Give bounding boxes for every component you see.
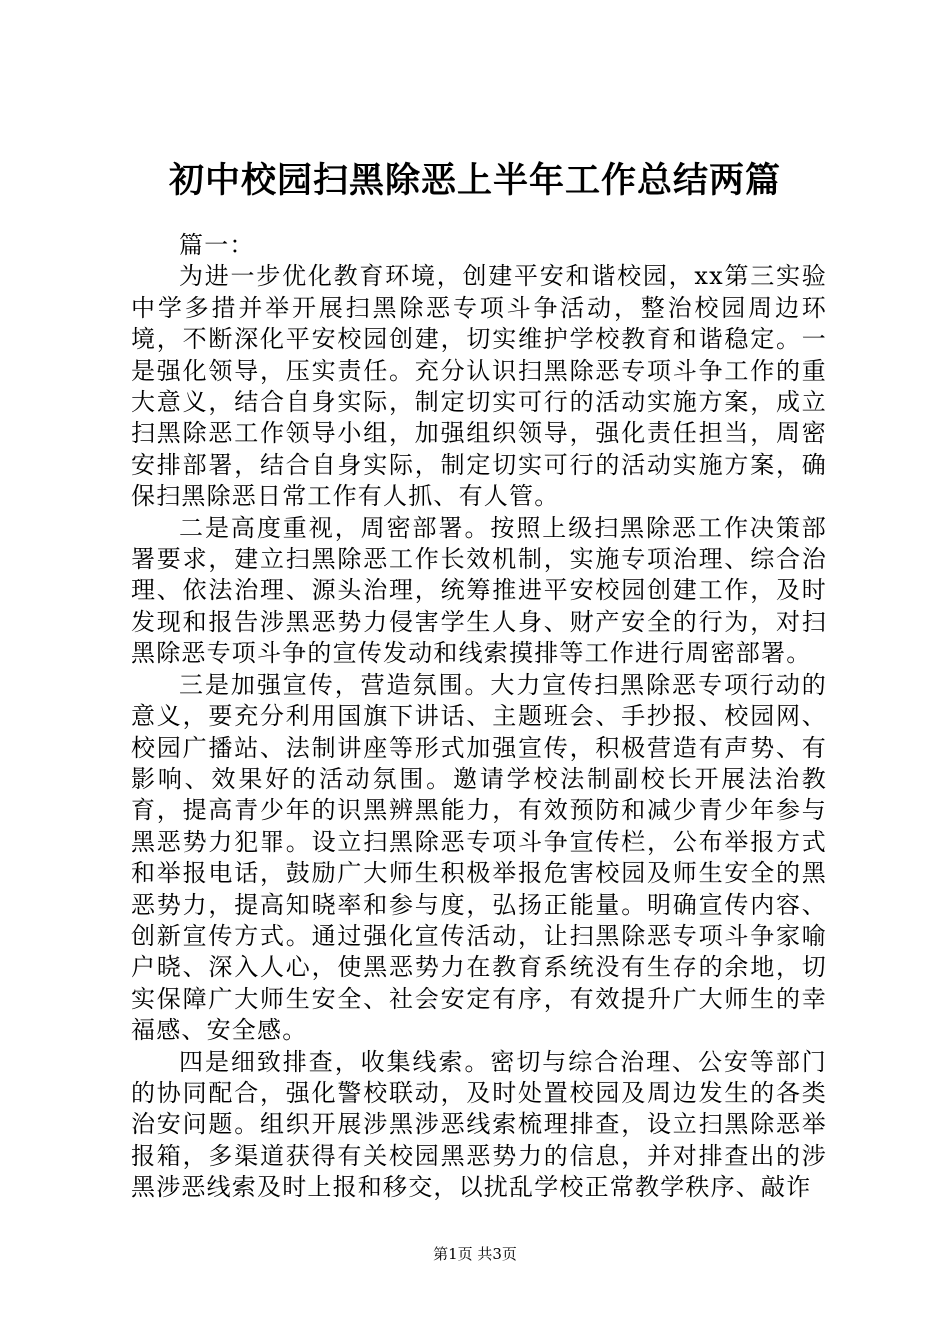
- document-title: 初中校园扫黑除恶上半年工作总结两篇: [168, 160, 781, 201]
- document-body: [131, 230, 827, 1204]
- paragraph: 四是细致排查，收集线索。密切与综合治理、公安等部门的协同配合，强化警校联动，及时处置校园及周边发生的各类治安问题。组织开展涉黑涉恶线索梳理排查，设立扫黑除恶举报箱，多渠道获得有关校园黑恶势力的信息，并对排查出的涉黑涉恶线索及时上报和移交，以扰乱学校正常教学秩序、敲诈: [131, 1047, 827, 1202]
- paragraph: 为进一步优化教育环境，创建平安和谐校园，xx第三实验中学多措并举开展扫黑除恶专项斗争活动，整治校园周边环境，不断深化平安校园创建，切实维护学校教育和谐稳定。一是强化领导，压实责任。充分认识扫黑除恶专项斗争工作的重大意义，结合自身实际，制定切实可行的活动实施方案，成立扫黑除恶工作领导小组，加强组织领导，强化责任担当，周密安排部署，结合自身实际，制定切实可行的活动实施方案，确保扫黑除恶日常工作有人抓、有人管。: [131, 262, 827, 511]
- paragraph: 三是加强宣传，营造氛围。大力宣传扫黑除恶专项行动的意义，要充分利用国旗下讲话、主题班会、手抄报、校园网、校园广播站、法制讲座等形式加强宣传，积极营造有声势、有影响、效果好的活动氛围。邀请学校法制副校长开展法治教育，提高青少年的识黑辨黑能力，有效预防和减少青少年参与黑恶势力犯罪。设立扫黑除恶专项斗争宣传栏，公布举报方式和举报电话，鼓励广大师生积极举报危害校园及师生安全的黑恶势力，提高知晓率和参与度，弘扬正能量。明确宣传内容、创新宣传方式。通过强化宣传活动，让扫黑除恶专项斗争家喻户晓、深入人心，使黑恶势力在教育系统没有生存的余地，切实保障广大师生安全、社会安定有序，有效提升广大师生的幸福感、安全感。: [131, 670, 827, 1045]
- paragraph: 二是高度重视，周密部署。按照上级扫黑除恶工作决策部署要求，建立扫黑除恶工作长效机制，实施专项治理、综合治理、依法治理、源头治理，统筹推进平安校园创建工作，及时发现和报告涉黑恶势力侵害学生人身、财产安全的行为，对扫黑除恶专项斗争的宣传发动和线索摸排等工作进行周密部署。: [131, 513, 827, 668]
- section-label: 篇一：: [179, 231, 255, 259]
- page-footer: 第1页 共3页: [433, 1245, 517, 1263]
